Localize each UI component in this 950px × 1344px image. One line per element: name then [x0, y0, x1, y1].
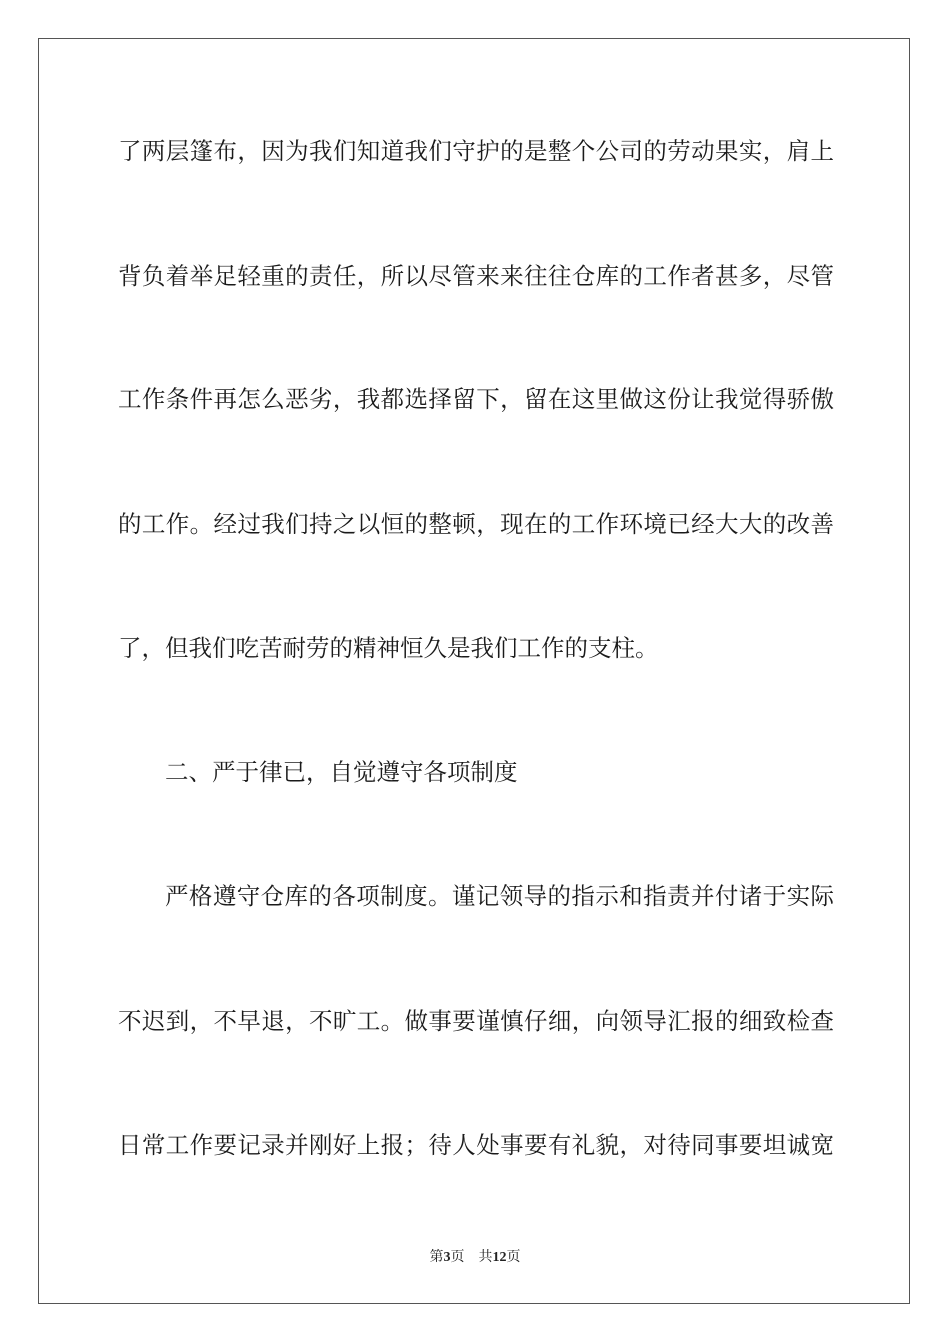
footer-total-pages: 12 — [492, 1250, 507, 1265]
body-line-5: 了，但我们吃苦耐劳的精神恒久是我们工作的支柱。 — [118, 634, 659, 662]
footer-page-suffix: 页 — [450, 1249, 465, 1265]
footer-total-prefix: 共 — [478, 1249, 493, 1265]
paragraph2-line-3: 日常工作要记录并刚好上报；待人处事要有礼貌，对待同事要坦诚宽 — [118, 1131, 834, 1159]
body-line-1: 了两层篷布，因为我们知道我们守护的是整个公司的劳动果实，肩上 — [118, 137, 834, 165]
body-line-2: 背负着举足轻重的责任，所以尽管来来往往仓库的工作者甚多，尽管 — [118, 262, 834, 290]
page-border — [38, 38, 910, 1304]
body-line-3: 工作条件再怎么恶劣，我都选择留下，留在这里做这份让我觉得骄傲 — [118, 385, 834, 413]
paragraph2-line-2: 不迟到，不早退，不旷工。做事要谨慎仔细，向领导汇报的细致检查 — [118, 1007, 834, 1035]
section-heading: 二、严于律已，自觉遵守各项制度 — [165, 758, 518, 786]
footer-page-prefix: 第 — [429, 1249, 444, 1265]
footer-total-suffix: 页 — [506, 1249, 521, 1265]
body-line-4: 的工作。经过我们持之以恒的整顿，现在的工作环境已经大大的改善 — [118, 510, 834, 538]
paragraph2-line-1: 严格遵守仓库的各项制度。谨记领导的指示和指责并付诸于实际 — [165, 882, 834, 910]
footer-page-number: 3 — [443, 1250, 451, 1265]
page-footer — [0, 1246, 950, 1266]
